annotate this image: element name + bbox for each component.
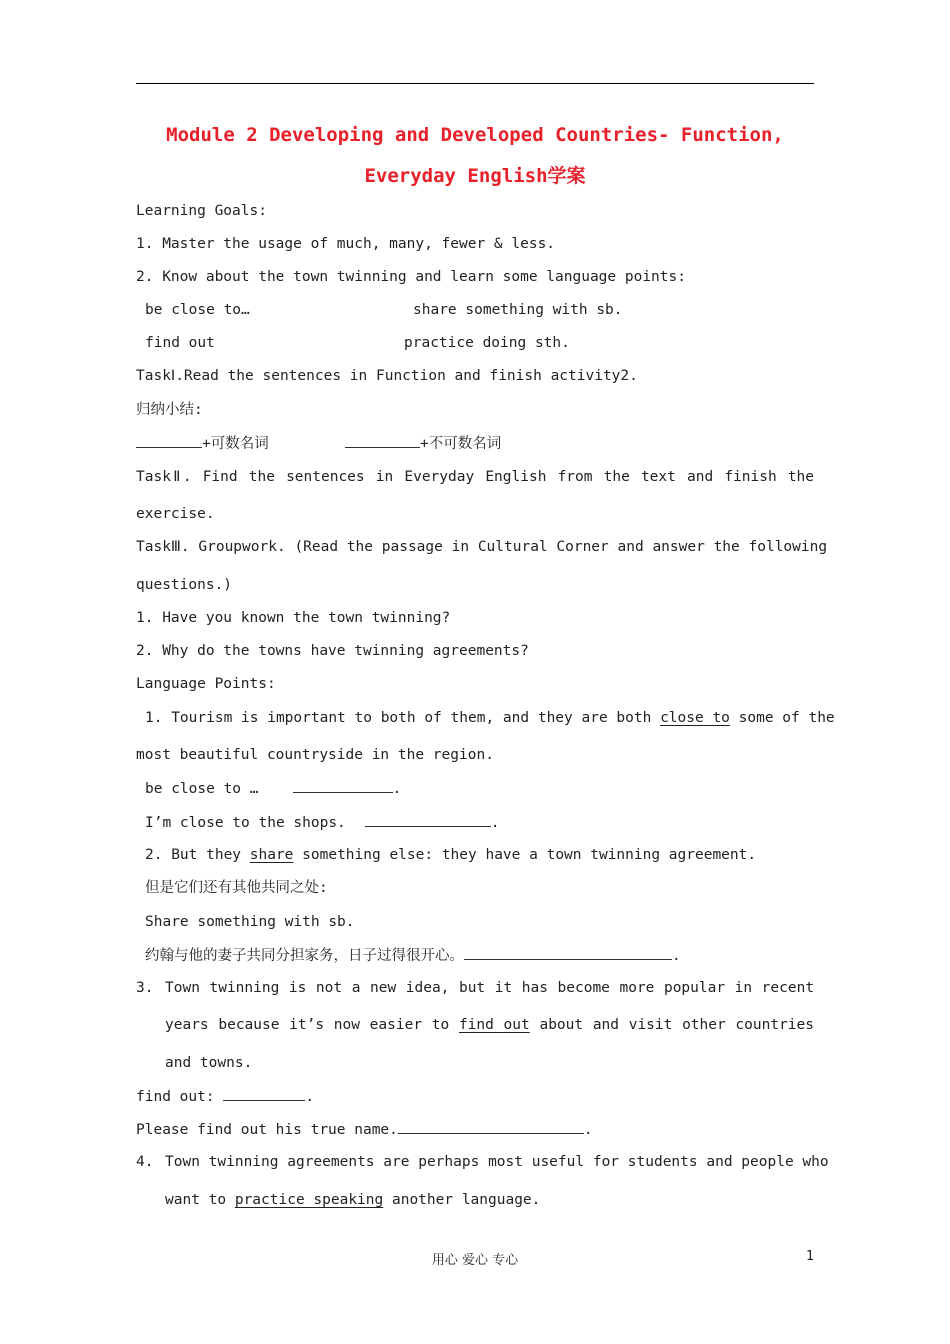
summary-label: 归纳小结: bbox=[136, 402, 203, 418]
phrase-be-close-to: be close to… bbox=[145, 302, 250, 318]
phrase-find-out: find out bbox=[145, 335, 215, 351]
underline-find-out: find out bbox=[458, 1017, 530, 1033]
learning-goals-heading: Learning Goals: bbox=[136, 203, 267, 219]
underline-close-to: close to bbox=[660, 710, 730, 726]
question-2: 2. Why do the towns have twinning agreements? bbox=[136, 643, 529, 659]
underline-share: share bbox=[249, 847, 294, 863]
blank-point3-phrase[interactable] bbox=[223, 1086, 305, 1101]
header-rule bbox=[136, 83, 814, 84]
question-1: 1. Have you known the town twinning? bbox=[136, 610, 451, 626]
point3-phrase-row: find out: . bbox=[136, 1086, 314, 1107]
goal-item-1: 1. Master the usage of much, many, fewer & less. bbox=[136, 236, 556, 252]
point4-line2: want to practice speaking another language. bbox=[165, 1192, 541, 1208]
document-title-line1: Module 2 Developing and Developed Countries- Function, bbox=[166, 124, 784, 146]
goal-item-2: 2. Know about the town twinning and learn some language points: bbox=[136, 269, 686, 285]
point3-number: 3. bbox=[136, 980, 154, 996]
task2-line2: exercise. bbox=[136, 506, 215, 522]
point4-number: 4. bbox=[136, 1154, 154, 1170]
summary-row bbox=[136, 433, 269, 454]
phrase-share-something: share something with sb. bbox=[413, 302, 623, 318]
point1-phrase-row: be close to … . bbox=[145, 778, 401, 799]
blank-point1-example[interactable] bbox=[365, 812, 491, 827]
point2-line1: 2. But they share something else: they have a town twinning agreement. bbox=[145, 847, 757, 863]
point1-example-row: I’m close to the shops. . bbox=[145, 812, 500, 833]
point3-line2: years because it’s now easier to find out about and visit other countries bbox=[165, 1017, 814, 1033]
blank-point2-example[interactable] bbox=[464, 945, 672, 960]
task2-line1: TaskⅡ. Find the sentences in Everyday English from the text and finish the bbox=[136, 469, 815, 485]
blank-uncountable[interactable] bbox=[345, 433, 420, 448]
point3-line3: and towns. bbox=[165, 1055, 253, 1071]
blank-point1-phrase[interactable] bbox=[293, 778, 393, 793]
summary-row-2 bbox=[345, 433, 501, 454]
point3-example-row: Please find out his true name. . bbox=[136, 1119, 593, 1140]
point1-line2: most beautiful countryside in the region. bbox=[136, 747, 494, 763]
page-number: 1 bbox=[806, 1249, 815, 1264]
task1-text: TaskⅠ.Read the sentences in Function and finish activity2. bbox=[136, 368, 638, 384]
point3-line1: Town twinning is not a new idea, but it has become more popular in recent bbox=[165, 980, 815, 996]
countable-label: +可数名词 bbox=[202, 436, 269, 452]
task3-line2: questions.) bbox=[136, 577, 233, 593]
task3-line1: TaskⅢ. Groupwork. (Read the passage in Cultural Corner and answer the following bbox=[136, 539, 828, 555]
point1-line1: 1. Tourism is important to both of them, and they are both close to some of the bbox=[145, 710, 835, 726]
language-points-heading: Language Points: bbox=[136, 676, 276, 692]
document-title-line2: Everyday English学案 bbox=[364, 165, 586, 187]
underline-practice-speaking: practice speaking bbox=[234, 1192, 384, 1208]
blank-point3-example[interactable] bbox=[398, 1119, 584, 1134]
blank-countable[interactable] bbox=[136, 433, 202, 448]
footer-motto: 用心 爱心 专心 bbox=[431, 1253, 519, 1268]
point4-line1: Town twinning agreements are perhaps most useful for students and people who bbox=[165, 1154, 829, 1170]
point2-chinese: 但是它们还有其他共同之处: bbox=[145, 880, 328, 896]
point2-example-row: 约翰与他的妻子共同分担家务，日子过得很开心。 . bbox=[145, 945, 681, 966]
point2-phrase: Share something with sb. bbox=[145, 914, 355, 930]
uncountable-label: +不可数名词 bbox=[420, 436, 502, 452]
phrase-practice-doing: practice doing sth. bbox=[404, 335, 570, 351]
